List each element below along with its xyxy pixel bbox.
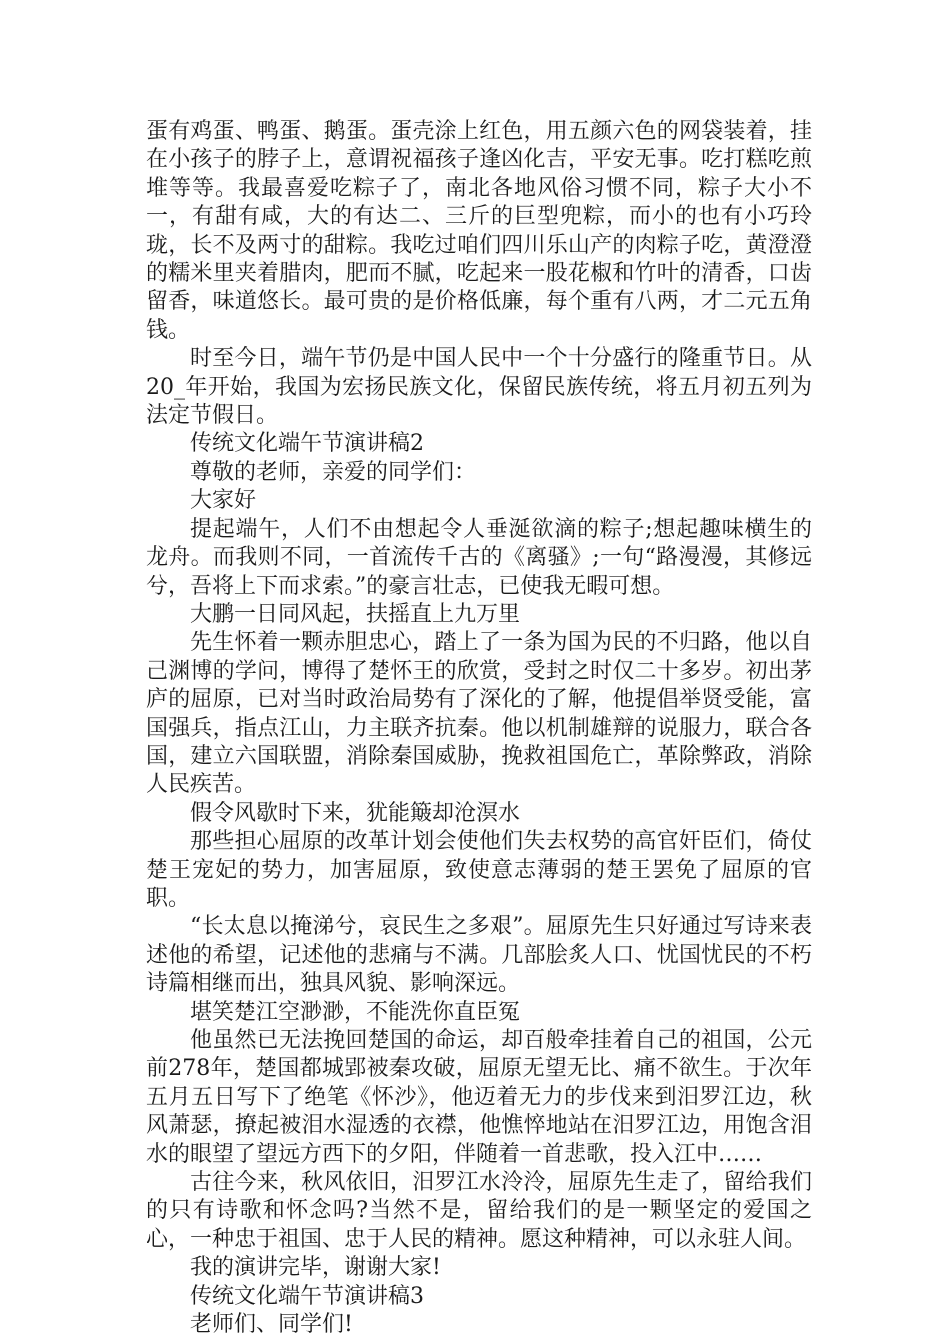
section-heading-3: 传统文化端午节演讲稿3 (190, 1283, 424, 1309)
paragraph-2: 时至今日，端午节仍是中国人民中一个十分盛行的隆重节日。从20_年开始，我国为宏扬民族文化，保留民族传统，将五月初五列为法定节假日。 (146, 346, 812, 429)
verse-line-2: 假令风歇时下来，犹能簸却沧溟水 (190, 800, 521, 826)
verse-line-1: 大鹏一日同风起，扶摇直上九万里 (190, 601, 521, 627)
paragraph-miluo-river: 他虽然已无法挽回楚国的命运，却百般牵挂着自己的祖国，公元前278年，楚国都城郢被秦攻破，屈原无望无比、痛不欲生。于次年五月五日写下了绝笔《怀沙》，他迈着无力的步伐来到汨罗江边，秋风萧瑟，撩起被泪水湿透的衣襟，他憔悴地站在汨罗江边，用饱含泪水的眼望了望远方西下的夕阳，伴随着一首悲歌，投入江中…… (146, 1028, 812, 1167)
salutation: 尊敬的老师，亲爱的同学们： (190, 459, 477, 485)
document-body (146, 118, 812, 1339)
verse-line-3: 堪笑楚江空渺渺，不能洗你直臣冤 (190, 999, 521, 1025)
salutation-3: 老师们、同学们! (190, 1312, 353, 1338)
paragraph-dragon-boat: 提起端午，人们不由想起令人垂涎欲滴的粽子;想起趣味横生的龙舟。而我则不同，一首流传千古的《离骚》;一句“路漫漫，其修远兮，吾将上下而求索。”的豪言壮志，已使我无暇可想。 (146, 516, 812, 599)
paragraph-poems: “长太息以掩涕兮，哀民生之多艰”。屈原先生只好通过写诗来表述他的希望，记述他的悲痛与不满。几部脍炙人口、忧国忧民的不朽诗篇相继而出，独具风貌、影响深远。 (146, 914, 812, 997)
paragraph-officials: 那些担心屈原的改革计划会使他们失去权势的高官奸臣们，倚仗楚王宠妃的势力，加害屈原，致使意志薄弱的楚王罢免了屈原的官职。 (146, 829, 812, 911)
closing-line: 我的演讲完毕，谢谢大家! (190, 1255, 441, 1281)
section-heading-2: 传统文化端午节演讲稿2 (190, 431, 424, 457)
paragraph-quyuan-career: 先生怀着一颗赤胆忠心，踏上了一条为国为民的不归路，他以自己渊博的学问，博得了楚怀王的欣赏，受封之时仅二十多岁。初出茅庐的屈原，已对当时政治局势有了深化的了解，他提倡举贤受能，富国强兵，指点江山，力主联齐抗秦。他以机制雄辩的说服力，联合各国，建立六国联盟，消除秦国威胁，挽救祖国危亡，革除弊政，消除人民疾苦。 (146, 630, 812, 798)
paragraph-spirit: 古往今来，秋风依旧，汨罗江水泠泠，屈原先生走了，留给我们的只有诗歌和怀念吗?当然不是，留给我们的是一颗坚定的爱国之心，一种忠于祖国、忠于人民的精神。愿这种精神，可以永驻人间。 (146, 1170, 812, 1252)
paragraph-1: 蛋有鸡蛋、鸭蛋、鹅蛋。蛋壳涂上红色，用五颜六色的网袋装着，挂在小孩子的脖子上，意谓祝福孩子逢凶化吉，平安无事。吃打糕吃煎堆等等。我最喜爱吃粽子了，南北各地风俗习惯不同，粽子大小不一，有甜有咸，大的有达二、三斤的巨型兜粽，而小的也有小巧玲珑，长不及两寸的甜粽。我吃过咱们四川乐山产的肉粽子吃，黄澄澄的糯米里夹着腊肉，肥而不腻，吃起来一股花椒和竹叶的清香，口齿留香，味道悠长。最可贵的是价格低廉，每个重有八两，才二元五角钱。 (146, 119, 812, 343)
greeting: 大家好 (190, 488, 257, 514)
